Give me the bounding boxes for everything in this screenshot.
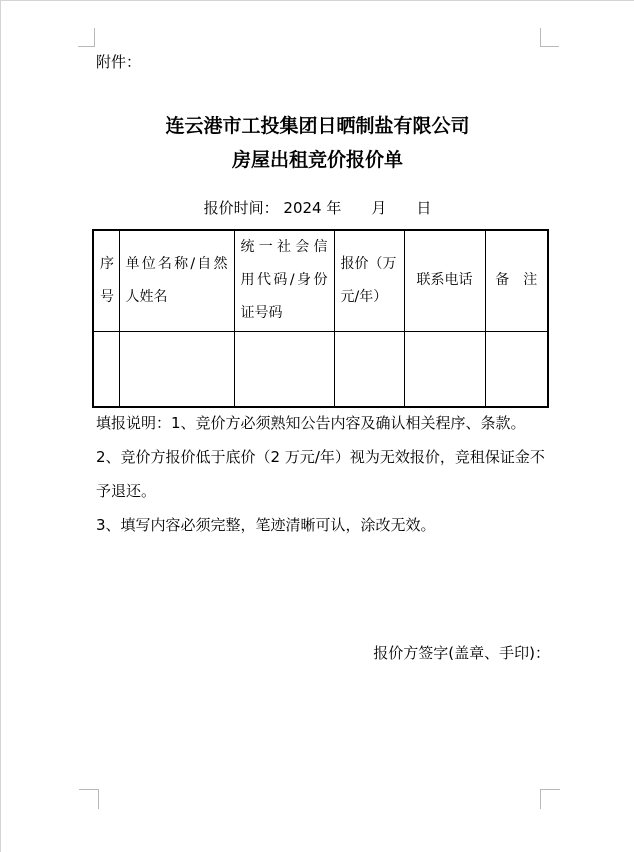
cell-credit-code[interactable] bbox=[234, 331, 334, 407]
cell-remarks[interactable] bbox=[485, 331, 548, 407]
page-title-line-2: 房屋出租竞价报价单 bbox=[231, 149, 403, 171]
header-line: 证号码 bbox=[240, 305, 283, 322]
header-line: 序 bbox=[100, 255, 114, 272]
header-line: 单位名称/自然 bbox=[125, 255, 228, 272]
page-title-line-1: 连云港市工投集团日晒制盐有限公司 bbox=[165, 115, 470, 137]
signature-label: 报价方签字(盖章、手印)： bbox=[373, 644, 550, 662]
cell-contact-phone[interactable] bbox=[404, 331, 485, 407]
margin-mark-bottom-left bbox=[79, 789, 99, 809]
quote-date-line: 报价时间： 2024 年 月 日 bbox=[203, 199, 432, 217]
header-line: 号 bbox=[100, 288, 114, 305]
header-remarks bbox=[485, 230, 548, 331]
header-contact-phone bbox=[404, 230, 485, 331]
cell-entity-name[interactable] bbox=[119, 331, 234, 407]
header-line: 用代码/身份 bbox=[240, 272, 328, 289]
header-line: 联系电话 bbox=[416, 272, 473, 289]
header-line: 统一社会信 bbox=[240, 239, 328, 256]
header-credit-code bbox=[234, 230, 334, 331]
header-entity-name bbox=[119, 230, 234, 331]
margin-mark-bottom-right bbox=[540, 789, 560, 809]
margin-mark-top-right bbox=[540, 28, 559, 47]
instruction-line-1: 填报说明：1、竞价方必须熟知公告内容及确认相关程序、条款。 bbox=[96, 414, 526, 432]
instruction-line-2: 2、竞价方报价低于底价（2 万元/年）视为无效报价，竞租保证金不 bbox=[96, 448, 545, 466]
quotation-table bbox=[92, 229, 549, 408]
header-line: 人姓名 bbox=[125, 288, 168, 305]
header-quote-price bbox=[334, 230, 404, 331]
instruction-line-4: 3、填写内容必须完整，笔迹清晰可认，涂改无效。 bbox=[96, 516, 436, 534]
header-line: 备 注 bbox=[495, 272, 538, 289]
cell-serial-number[interactable] bbox=[93, 331, 119, 407]
header-line: 元/年） bbox=[340, 288, 388, 305]
header-serial-number bbox=[93, 230, 119, 331]
attachment-label: 附件： bbox=[96, 53, 142, 71]
cell-quote-price[interactable] bbox=[334, 331, 404, 407]
header-line: 报价（万 bbox=[340, 255, 397, 272]
table-data-row bbox=[93, 331, 548, 407]
fill-instructions bbox=[96, 406, 551, 542]
margin-mark-top-left bbox=[78, 28, 95, 47]
instruction-line-3: 予退还。 bbox=[96, 482, 157, 500]
table-header-row bbox=[93, 230, 548, 331]
